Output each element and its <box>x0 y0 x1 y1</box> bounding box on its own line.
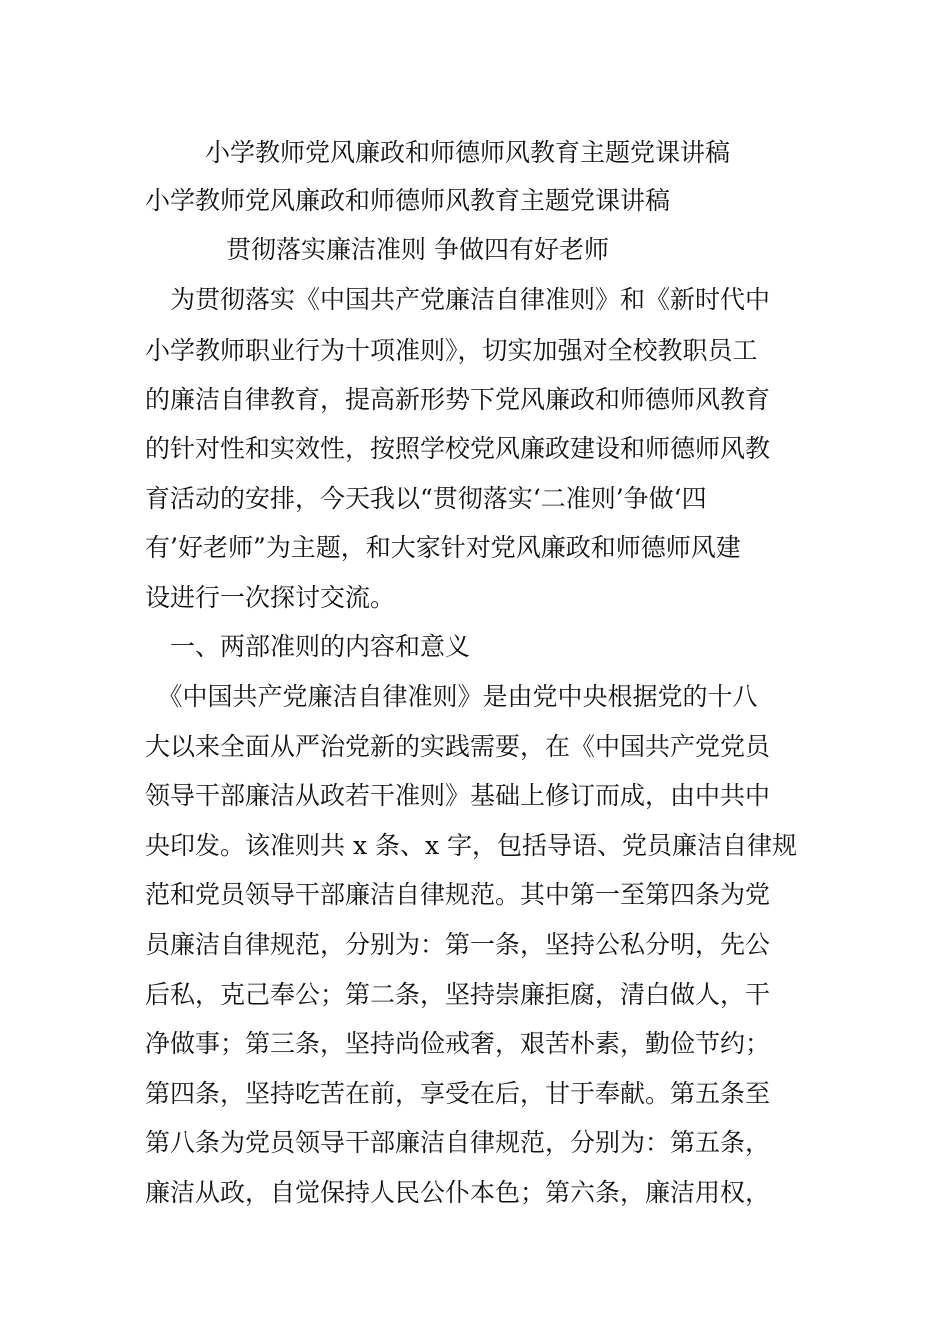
body-line: 第四条，坚持吃苦在前，享受在后，甘于奉献。第五条至 <box>145 1079 771 1108</box>
body-line: 设进行一次探讨交流。 <box>145 583 396 612</box>
repeated-title: 小学教师党风廉政和师德师风教育主题党课讲稿 <box>145 186 671 215</box>
body-line: 后私，克己奉公；第二条，坚持崇廉拒腐，清白做人，干 <box>145 980 771 1009</box>
body-line: 有’好老师”为主题，和大家针对党风廉政和师德师风建 <box>145 533 741 562</box>
body-line: 员廉洁自律规范，分别为：第一条，坚持公私分明，先公 <box>145 930 771 959</box>
body-line: 育活动的安排，今天我以“贯彻落实‘二准则’争做‘四 <box>145 484 707 513</box>
subtitle: 贯彻落实廉洁准则 争做四有好老师 <box>226 235 609 264</box>
body-line: 大以来全面从严治党新的实践需要，在《中国共产党党员 <box>145 732 771 761</box>
body-line: 范和党员领导干部廉洁自律规范。其中第一至第四条为党 <box>145 880 771 909</box>
body-line: 《中国共产党廉洁自律准则》是由党中央根据党的十八 <box>145 682 758 711</box>
section-heading: 一、两部准则的内容和意义 <box>145 632 471 661</box>
body-line: 为贯彻落实《中国共产党廉洁自律准则》和《新时代中 <box>145 285 771 314</box>
body-line: 小学教师职业行为十项准则》，切实加强对全校教职员工 <box>145 336 758 365</box>
body-line: 领导干部廉洁从政若干准则》基础上修订而成，由中共中 <box>145 781 771 810</box>
body-line: 第八条为党员领导干部廉洁自律规范，分别为：第五条， <box>145 1128 771 1157</box>
page-title: 小学教师党风廉政和师德师风教育主题党课讲稿 <box>205 138 731 167</box>
body-line: 的廉洁自律教育，提高新形势下党风廉政和师德师风教育 <box>145 385 771 414</box>
body-line: 廉洁从政，自觉保持人民公仆本色；第六条，廉洁用权， <box>145 1178 771 1207</box>
body-line: 的针对性和实效性，按照学校党风廉政建设和师德师风教 <box>145 434 771 463</box>
body-line: 净做事；第三条，坚持尚俭戒奢，艰苦朴素，勤俭节约； <box>145 1029 771 1058</box>
body-line: 央印发。该准则共 x 条、x 字，包括导语、党员廉洁自律规 <box>145 831 798 860</box>
